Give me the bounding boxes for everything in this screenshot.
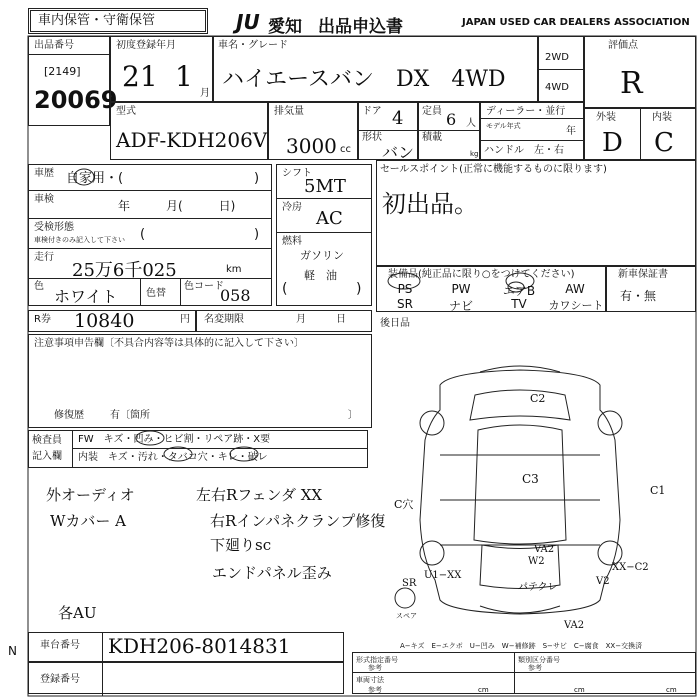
sales-point-label: セールスポイント(正常に機能するものに限ります) [380, 164, 607, 175]
first-reg-label: 初度登録年月 [116, 40, 176, 51]
displacement-label: 排気量 [274, 106, 304, 117]
acceptance-note: 車検付きのみ記入して下さい [34, 236, 125, 244]
warranty-label: 新車保証書 [618, 269, 668, 280]
inspector-divider [72, 430, 73, 468]
note-panel: 右Rインパネクランプ修復 [210, 512, 386, 530]
lot-bracket-code: [2149] [44, 65, 81, 78]
handle-label: ハンドル 左・右 [484, 145, 564, 156]
lot-divider [28, 54, 110, 55]
doc-title: 出品申込書 [318, 17, 403, 37]
acceptance-close: ) [254, 227, 260, 242]
drive-2wd: 2WD [545, 52, 569, 63]
equip-ps: PS [397, 282, 413, 296]
displacement-unit: cc [340, 144, 351, 155]
mark-c-hole: C穴 [394, 498, 414, 511]
history-close: ) [254, 171, 260, 186]
unit-3: cm [666, 686, 677, 694]
color-code-value: 058 [220, 286, 251, 305]
note-end-panel: エンドパネル歪み [212, 564, 332, 582]
ac-value: AC [316, 208, 343, 229]
chassis-label: 車台番号 [40, 640, 80, 651]
mark-xx-c2: XX−C2 [612, 562, 649, 573]
mark-c2-top: C2 [530, 392, 546, 405]
name-change-value: 月 日 [296, 314, 346, 325]
model-label: 型式 [116, 106, 136, 117]
displacement-value: 3000 [286, 134, 337, 158]
warranty-value: 有・無 [620, 289, 657, 303]
doors-label: ドア [362, 106, 382, 117]
capacity-label: 定員 [422, 106, 442, 117]
inspector-label-2: 記入欄 [32, 451, 62, 462]
model-year-label: モデル年式 [486, 122, 521, 130]
note-under: 下廻りsc [210, 536, 272, 554]
lot-label: 出品番号 [34, 40, 74, 51]
mark-w2: W2 [528, 556, 545, 567]
org-name: 愛知 [268, 17, 302, 37]
inspector-row-divider [72, 448, 368, 449]
repair-value: 有〔箇所 [110, 410, 150, 421]
model-value: ADF-KDH206V [116, 128, 268, 152]
note-wcover: Wカバー A [50, 512, 127, 530]
margin-mark: N [8, 644, 17, 658]
mark-v2: V2 [596, 576, 610, 587]
color-divider-2 [180, 278, 181, 306]
lot-number: 20069 [34, 86, 118, 114]
category-label: 類別区分番号 [518, 656, 560, 664]
car-name: ハイエースバン DX 4WD [222, 67, 506, 92]
first-reg-year: 21 [122, 60, 158, 93]
notes-label: 注意事項申告欄〔不具合内容等は具体的に記入して下さい〕 [34, 338, 304, 349]
rear-date-label: 後日品 [380, 318, 410, 329]
interior-row: 内装 キズ・汚れ・タバコ穴・キレ・破レ [78, 452, 268, 463]
ac-label: 冷房 [282, 202, 302, 213]
color-code-label: 色コード [184, 281, 224, 292]
shift-label: シフト [282, 168, 312, 179]
shape-label: 形状 [362, 132, 382, 143]
mileage-value: 25万6千025 [72, 260, 177, 281]
recycle-label: R券 [34, 314, 51, 325]
capacity-value: 6 [446, 110, 457, 129]
modified-label: 形式指定番号 [356, 656, 398, 664]
equip-sr: SR [397, 297, 413, 311]
diagram-legend: A−キズ E−エクボ U−凹み W−補修跡 S−サビ C−腐食 XX−交換済 [400, 642, 643, 650]
mark-sr: SR [402, 578, 417, 589]
color-swap-label: 色替 [146, 288, 166, 299]
history-line-3 [28, 248, 272, 249]
equip-leather: カワシート [548, 299, 604, 312]
mark-c3: C3 [522, 472, 539, 486]
equip-airbag: エアB [502, 284, 536, 298]
car-name-label: 車名・グレード [218, 40, 288, 51]
mileage-label: 走行 [34, 252, 54, 263]
drive-divider [538, 69, 584, 70]
ju-logo: JU [236, 10, 260, 34]
mark-va2-bottom: VA2 [564, 620, 585, 631]
reg-label: 登録番号 [40, 674, 80, 685]
first-reg-month: 1 [175, 60, 193, 93]
equip-navi: ナビ [448, 299, 473, 313]
unit-1: cm [478, 686, 489, 694]
interior-label: 内装 [652, 112, 672, 123]
interior-grade: C [654, 128, 674, 158]
fuel-label: 燃料 [282, 236, 302, 247]
month-unit: 月 [200, 88, 210, 99]
equip-tv: TV [511, 297, 527, 311]
recycle-unit: 円 [180, 314, 190, 325]
color-label: 色 [34, 281, 44, 292]
acceptance-label: 受検形態 [34, 222, 74, 233]
recycle-amount: 10840 [74, 310, 135, 332]
fuel-close: ) [356, 281, 362, 297]
note-fender: 左右Rフェンダ XX [196, 486, 323, 504]
fuel-value: ガソリン [300, 249, 344, 262]
handle-divider [480, 140, 584, 141]
mark-c1: C1 [650, 484, 666, 497]
storage-label: 車内保管・守衛保管 [38, 13, 156, 28]
note-audio: 外オーディオ [46, 486, 135, 504]
model-year-unit: 年 [566, 126, 576, 137]
shift-line-1 [276, 198, 372, 199]
association-name: JAPAN USED CAR DEALERS ASSOCIATION [462, 17, 690, 28]
weight-label: 積載 [422, 132, 442, 143]
name-change-label: 名変期限 [204, 314, 244, 325]
weight-unit: kg [470, 150, 479, 158]
inspection-value: 年 月( 日) [118, 199, 236, 213]
dims-divider [514, 652, 515, 694]
fuel-open: ( [282, 281, 288, 297]
history-line-4 [28, 278, 272, 279]
ref-label-2: 参考 [528, 664, 542, 672]
equip-aw: AW [565, 282, 585, 296]
ref-label-1: 参考 [368, 664, 382, 672]
mileage-unit: km [226, 264, 242, 275]
length-label: 車両寸法 [356, 676, 384, 684]
shift-value: 5MT [304, 176, 346, 197]
mark-va2-rear: VA2 [534, 544, 555, 555]
repair-close: 〕 [348, 410, 358, 421]
ref-label-3: 参考 [368, 686, 382, 694]
dealer-label: ディーラー・並行 [486, 106, 566, 117]
score-value: R [620, 66, 643, 101]
doors-divider [358, 130, 418, 131]
capacity-unit: 人 [466, 118, 476, 129]
inspection-label: 車検 [34, 194, 54, 205]
drive-4wd: 4WD [545, 82, 569, 93]
shift-line-2 [276, 232, 372, 233]
fw-row: FW キズ・凹み・ヒビ割・リペア跡・X要 [78, 434, 271, 445]
inspector-label-1: 検査員 [32, 435, 62, 446]
dims-row-divider [352, 672, 696, 673]
mark-u1-xx: U1−XX [424, 570, 462, 581]
doors-value: 4 [392, 108, 404, 129]
acceptance-open: ( [140, 227, 146, 242]
mark-putty: パテクレ [518, 582, 558, 593]
color-value: ホワイト [54, 287, 118, 306]
mark-spare: スペア [396, 612, 417, 620]
exterior-grade: D [602, 128, 623, 158]
capacity-divider [418, 130, 480, 131]
note-au: 各AU [58, 604, 97, 622]
equip-pw: PW [451, 282, 471, 296]
dealer-divider [480, 118, 584, 119]
score-label: 評価点 [608, 40, 638, 51]
repair-label: 修復歴 [54, 410, 84, 421]
chassis-value: KDH206-8014831 [108, 634, 291, 658]
history-line-2 [28, 218, 272, 219]
sales-point-text: 初出品。 [382, 190, 478, 218]
color-divider-1 [140, 278, 141, 306]
fuel-sub: 軽 油 [304, 269, 337, 282]
equipment-label: 装備品(純正品に限り○をつけてください) [388, 269, 575, 280]
history-label: 車歴 [34, 168, 54, 179]
unit-2: cm [574, 686, 585, 694]
grade-divider [640, 108, 641, 160]
exterior-label: 外装 [596, 112, 616, 123]
history-value: 自家用・( [66, 171, 124, 186]
history-line-1 [28, 190, 272, 191]
shape-value: バン [382, 143, 415, 162]
